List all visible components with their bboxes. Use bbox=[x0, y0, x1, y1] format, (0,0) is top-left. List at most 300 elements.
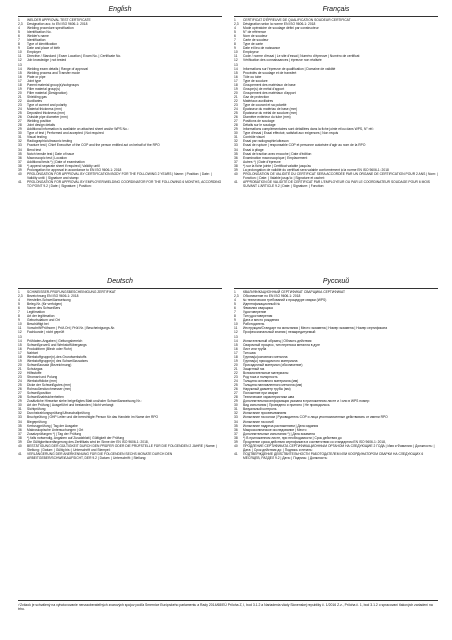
german-column bbox=[18, 278, 222, 460]
item-number: 37 bbox=[234, 431, 238, 436]
item-text: Employer bbox=[27, 50, 41, 55]
item-number: 36 bbox=[234, 427, 238, 432]
item-number: 2,3 bbox=[234, 294, 239, 299]
item-number: 34 bbox=[234, 147, 238, 152]
item-text: Date et lieu de naissance bbox=[243, 46, 281, 51]
item-number: 32 bbox=[18, 411, 22, 416]
item-text: Shielding gas bbox=[27, 94, 47, 99]
item-text: Schweißnahtsicherheiten bbox=[27, 395, 64, 400]
item-number: 8 bbox=[234, 314, 236, 319]
item-number: 6 bbox=[234, 306, 236, 311]
item-text: PROLONGATION FOR APPROVAL BY EMPLOYER/WELDING COORDINATOR FOR THE FOLLOWING 6 MONTHS, ACCORDING TO POINT 9.2 | Date: | Signature: | Position: bbox=[27, 179, 222, 188]
item-text: Filler material group(s) bbox=[27, 86, 60, 91]
item-number: 25 bbox=[234, 111, 238, 116]
item-number: 15 bbox=[234, 342, 238, 347]
german-heading: Deutsch bbox=[107, 278, 133, 285]
item-text: Type de soudure bbox=[243, 78, 268, 83]
item-number: 11 bbox=[18, 54, 22, 59]
item-text: Die Gültigkeitsverlängerung des Zertifikats wird im Sinne der EN ISO 9606-1: 2018, bbox=[27, 439, 149, 444]
item-text: Bend test bbox=[27, 147, 41, 152]
item-number: 16 bbox=[234, 74, 238, 79]
item-text: Испытание на излом | Руководитель COP и лица уполномоченные действовать от имени RPO bbox=[243, 415, 388, 420]
item-text: Обозначение по EN ISO 9606-1: 2018 bbox=[243, 294, 301, 299]
item-text: Groupe(s) de métal d'apport bbox=[243, 86, 285, 91]
item-number: 22 bbox=[18, 98, 22, 103]
item-text: Geburtsdatum und Ort bbox=[27, 318, 60, 323]
item-number: 11 bbox=[18, 326, 22, 331]
item-number: 37 bbox=[234, 159, 238, 164]
item-number: 34 bbox=[18, 419, 22, 424]
item-number: 39 bbox=[234, 439, 238, 444]
item-number: 12 bbox=[18, 58, 22, 63]
item-text: Испытательный образец | Область действия bbox=[243, 338, 312, 343]
item-text: Essai de traction avec encoche | Date d'édition bbox=[243, 151, 312, 156]
item-number: 2,3 bbox=[18, 294, 23, 299]
item-number: 40 bbox=[234, 443, 238, 448]
item-number: 20 bbox=[18, 90, 22, 95]
item-number: 4 bbox=[18, 298, 20, 303]
item-number: 17 bbox=[234, 350, 238, 355]
item-number: 26 bbox=[234, 387, 238, 392]
item-text: ПОДТВЕРЖДЕНИЕ ДЕЙСТВИТЕЛЬНОСТИ РАБОТОДАТЕЛЕМ ИЛИ КООРДИНАТОРОМ СВАРКИ НА СЛЕДУЮЩИХ 6 МЕСЯЦЕВ, РАЗДЕЛ 9.2 | Дата: | Подпись: | Должность: bbox=[243, 451, 424, 460]
item-text: Macroscopic test | Location bbox=[27, 155, 67, 160]
item-text: Sichtprüfung bbox=[27, 407, 46, 412]
item-number: 24 bbox=[234, 107, 238, 112]
item-number: 39 bbox=[18, 167, 22, 172]
german-item-list bbox=[18, 290, 222, 460]
item-text: Дополнительная информация указана в приложенном листе и / или в WPS номер: bbox=[243, 399, 370, 404]
item-text: Radiographic/ultrasonic testing bbox=[27, 139, 73, 144]
item-text: Informations complémentaires sont détaillées dans la fiche jointe et/ou dans WPS, N° réf.: bbox=[243, 127, 375, 132]
item-text: Визуальный контроль bbox=[243, 407, 277, 412]
item-text: Mode opératoire de soudage défini par constructeur bbox=[243, 26, 319, 31]
item-number: 1 bbox=[18, 18, 20, 22]
item-number: 22 bbox=[18, 370, 22, 375]
item-text: CERTIFICAT D'ÉPREUVE DE QUALIFICATION SOUDEUR CERTIFICAT bbox=[243, 18, 351, 22]
item-number: 31 bbox=[18, 135, 22, 140]
item-number: 35 bbox=[234, 423, 238, 428]
item-text: Tôle ou tube bbox=[243, 74, 262, 79]
item-text: Испытание просвечиванием bbox=[243, 411, 287, 416]
english-rule bbox=[18, 16, 222, 17]
item-number: 22 bbox=[234, 370, 238, 375]
item-text: Carte de soudeur bbox=[243, 38, 269, 43]
item-number: 21 bbox=[234, 94, 238, 99]
item-text: Bezeichnung EN ISO 9606-1: 2018 bbox=[27, 294, 79, 299]
item-number: 23 bbox=[234, 102, 238, 107]
item-number: 11 bbox=[234, 54, 238, 59]
item-number: 13 bbox=[234, 334, 238, 339]
item-number: 4 bbox=[18, 26, 20, 31]
item-number: 33 bbox=[18, 415, 22, 420]
item-number: 15 bbox=[234, 70, 238, 75]
item-text: Welding procedure specification bbox=[27, 26, 74, 31]
item-text: Auxiliaries bbox=[27, 98, 43, 103]
item-number: 38 bbox=[234, 435, 238, 440]
item-text: Hilfsstoffe bbox=[27, 370, 42, 375]
item-number: 29 bbox=[234, 399, 238, 404]
item-number: 28 bbox=[18, 395, 22, 400]
item-number: 13 bbox=[18, 62, 22, 67]
item-text: Welding position bbox=[27, 119, 52, 124]
item-number: 33 bbox=[18, 143, 22, 148]
item-number: 10 bbox=[18, 322, 22, 327]
french-rule bbox=[234, 16, 438, 17]
item-text: Schutzgas bbox=[27, 366, 43, 371]
item-number: 31 bbox=[18, 407, 22, 412]
item-text: Vérification des connaissances | épreuve non réalisée bbox=[243, 58, 322, 63]
item-text: Job knowledge | not tested bbox=[27, 58, 67, 63]
item-number: 20 bbox=[234, 90, 238, 95]
item-number: 13 bbox=[18, 334, 22, 339]
item-number: 7 bbox=[18, 38, 20, 43]
item-text: Art der Prüfung | Ausgeführt und bestanden | Nicht verlangt bbox=[27, 403, 114, 408]
list-item bbox=[234, 172, 438, 180]
item-text: Autres *) | Date d'épreuve bbox=[243, 159, 281, 164]
item-text: Zusatzprüfungen *) | Tag der Prüfung bbox=[27, 431, 82, 436]
item-number: 36 bbox=[234, 155, 238, 160]
item-text: Род тока и полярность bbox=[243, 374, 278, 379]
list-item bbox=[234, 444, 438, 452]
item-number: 6 bbox=[18, 34, 20, 39]
item-number: 22 bbox=[234, 98, 238, 103]
item-number: 12 bbox=[234, 330, 238, 335]
item-text: Deposited thickness (mm) bbox=[27, 111, 66, 116]
item-number: 35 bbox=[18, 423, 22, 428]
list-item bbox=[234, 452, 438, 460]
item-text: APPROBATION DE VALIDITÉ DE CERTIFICAT PAR L'EMPLOYEUR OU PAR LE COORDINATEUR SOUDAGE POUR 6 MOIS SUIVANT L'ARTICLE 9.2 | Date: | Signature: | Fonction: bbox=[243, 179, 430, 188]
item-number: 30 bbox=[234, 131, 238, 136]
item-text: PROLONGATION DE VALIDITÉ DU CERTIFICAT SERA ACCORDÉE PAR UN ORGANE DE CERTIFICATION POUR 2 ANS | Nom: | Fonction: | Date: | Valable jusqu'à: | Signature et cachet: bbox=[243, 171, 438, 180]
item-number: 26 bbox=[18, 115, 22, 120]
item-number: 12 bbox=[18, 330, 22, 335]
item-text: Type d'essai | Essai effectué, satisfait aux exigences | Non requis bbox=[243, 131, 339, 136]
item-number: 17 bbox=[234, 78, 238, 83]
item-text: Fracture test | Chief Executive of the COP and the person entitled act on behalf of the RPO bbox=[27, 143, 160, 148]
item-number: 41 bbox=[234, 179, 238, 184]
item-number: 28 bbox=[234, 395, 238, 400]
item-text: Joint design details bbox=[27, 123, 56, 128]
item-number: 29 bbox=[18, 399, 22, 404]
item-number: 8 bbox=[18, 42, 20, 47]
item-text: Contrôle visuel bbox=[243, 135, 265, 140]
item-number: 1 bbox=[18, 290, 20, 294]
item-text: Дополнительные испытания *) | Дата экзамена bbox=[243, 431, 315, 436]
item-text: Вспомогательные материалы bbox=[243, 370, 289, 375]
item-text: Испытание на изгиб bbox=[243, 419, 274, 424]
item-text: Группа(ы)основного металла bbox=[243, 354, 288, 359]
item-number: 4 bbox=[234, 298, 236, 303]
item-number: 33 bbox=[234, 415, 238, 420]
item-number: 10 bbox=[234, 50, 238, 55]
item-text: Employeur bbox=[243, 50, 259, 55]
item-text: WELDER APPROVAL TEST CERTIFICATE bbox=[27, 18, 91, 22]
item-text: Plate or pipe bbox=[27, 74, 46, 79]
item-text: Schweißzusatz (Bezeichnung) bbox=[27, 362, 72, 367]
item-text: Groupement des matériaux de base bbox=[243, 82, 296, 87]
item-text: Nahtart bbox=[27, 350, 38, 355]
item-number: 4 bbox=[234, 26, 236, 31]
item-text: Schweißposition bbox=[27, 391, 52, 396]
item-text: Kerbzugprüfung | Tag der Ausgabe bbox=[27, 423, 78, 428]
item-text: Вид испытания | Проведено и принято | Не проводилось bbox=[243, 403, 330, 408]
item-number: 24 bbox=[234, 379, 238, 384]
item-text: Épaisseur du matériau de base (mm) bbox=[243, 107, 298, 112]
item-number: 37 bbox=[18, 159, 22, 164]
item-text: Name des Schweißers bbox=[27, 306, 61, 311]
list-item bbox=[18, 444, 222, 452]
item-text: Werkstoffdicke (mm) bbox=[27, 379, 58, 384]
item-number: 2,3 bbox=[18, 22, 23, 27]
item-number: 35 bbox=[234, 151, 238, 156]
item-text: Joint type bbox=[27, 78, 42, 83]
item-text: Type of identification bbox=[27, 42, 58, 47]
russian-item-list bbox=[234, 290, 438, 460]
item-text: Удостоверение bbox=[243, 310, 267, 315]
item-text: Identification bbox=[27, 38, 46, 43]
item-text: Макроскопическое исследование | Место bbox=[243, 427, 307, 432]
item-number: 5 bbox=[234, 302, 236, 307]
item-text: Type de carte bbox=[243, 42, 263, 47]
item-text: VERLÄNGERUNG DER ANERKENNUNG FÜR DIE FOLGENDEN SECHS MONATE DURCH DEN ARBEITGEBER/SCHWEIßAUFSICHT, DER 9.2 | Datum: | Unterschrift: | Stellung: bbox=[27, 451, 173, 460]
item-number: 1 bbox=[234, 290, 236, 294]
item-number: 19 bbox=[234, 358, 238, 363]
item-text: Welding exam details | Range of approval bbox=[27, 66, 88, 71]
list-item bbox=[18, 452, 222, 460]
item-number: 21 bbox=[18, 366, 22, 371]
item-number: 21 bbox=[18, 94, 22, 99]
item-text: Prolongation for approval in accordance to EN ISO 9606-1: 2018 bbox=[27, 167, 122, 172]
item-text: Outside pipe diameter (mm) bbox=[27, 115, 68, 120]
french-heading: Français bbox=[322, 6, 350, 13]
item-number: 25 bbox=[18, 383, 22, 388]
item-text: *) sur la fiche jointe | Certificat valable jusqu'au bbox=[243, 163, 312, 168]
item-number: 6 bbox=[234, 34, 236, 39]
item-text: PROLONGATION FOR APPROVAL BY CERTIFICATION BODY FOR THE FOLLOWING 2 YEARS | Name: | Position: | Date: | Validity until: | Signature and stamp: bbox=[27, 171, 212, 180]
item-text: Additional information is available on attached sheet and/or WPS No.: bbox=[27, 127, 129, 132]
item-text: КВАЛИФИКАЦИОННЫЙ СЕРТИФИКАТ СВАРЩИКА СЕРТИФИКАТ bbox=[243, 290, 345, 294]
item-number: 10 bbox=[234, 322, 238, 327]
item-number: 40 bbox=[18, 443, 22, 448]
item-number: 38 bbox=[18, 435, 22, 440]
item-text: Rohraußendurchmesser (mm) bbox=[27, 387, 72, 392]
footnote: ¹⁾Zväzok je schválený na vyhotovovanie nenzaoberateľných zvarových spojov podľa Smernice Európskeho parlamentu a Rady 2014/68/EÚ Príloha Z, I, bod 3.1.2 a Nariadenia vlády Slovenskej republiky č. 1/2016 Z.z., Príloha č. 1, bod 3.1.2 o spracovaní tlakových zariadení na trhu. bbox=[18, 600, 438, 611]
english-heading: English bbox=[108, 6, 132, 13]
item-number: 14 bbox=[18, 338, 22, 343]
item-text: Профессиональный знания | неаккредитуемый bbox=[243, 330, 316, 335]
list-item bbox=[18, 172, 222, 180]
item-text: Welder's name bbox=[27, 34, 49, 39]
item-text: Работодатель bbox=[243, 322, 265, 327]
item-text: № технических требований к процедуре сварки (WPS) bbox=[243, 298, 327, 303]
item-text: Nom de soudeur bbox=[243, 34, 268, 39]
item-text: Material thickness (mm) bbox=[27, 107, 62, 112]
item-number: 16 bbox=[234, 346, 238, 351]
item-text: Procédés de soudage et de transfert bbox=[243, 70, 297, 75]
item-text: Толщина наплавленного металла (мм) bbox=[243, 383, 303, 388]
item-number: 36 bbox=[18, 155, 22, 160]
item-number: 41 bbox=[18, 451, 22, 456]
item-text: Matériaux auxiliaires bbox=[243, 98, 274, 103]
item-number: 29 bbox=[18, 127, 22, 132]
item-number: 26 bbox=[18, 387, 22, 392]
item-text: Hersteller-Schweißanweisung bbox=[27, 298, 71, 303]
item-number: 30 bbox=[18, 403, 22, 408]
item-text: Essai par radiographie/ultrason bbox=[243, 139, 289, 144]
item-number: 27 bbox=[234, 119, 238, 124]
item-text: Защитный газ bbox=[243, 366, 265, 371]
item-text: Épaisseur du métal de soudure (mm) bbox=[243, 111, 298, 116]
item-text: Идентификационный № bbox=[243, 302, 281, 307]
item-number: 19 bbox=[18, 358, 22, 363]
item-number: 19 bbox=[234, 86, 238, 91]
item-text: Legitimation bbox=[27, 310, 45, 315]
item-number: 32 bbox=[18, 139, 22, 144]
item-number: 10 bbox=[18, 50, 22, 55]
item-number: 9 bbox=[18, 318, 20, 323]
item-number: 14 bbox=[234, 66, 238, 71]
item-text: Инструкция/Стандарт на испытания | Место экзамена | Номер экзамена | Номер сертификата bbox=[243, 326, 388, 331]
item-text: Beleg-Nr. (für verfolgen) bbox=[27, 302, 63, 307]
item-number: 34 bbox=[234, 419, 238, 424]
item-number: 13 bbox=[234, 62, 238, 67]
list-item bbox=[18, 180, 222, 188]
item-number: 33 bbox=[234, 143, 238, 148]
item-number: 28 bbox=[18, 123, 22, 128]
english-column bbox=[18, 6, 222, 188]
item-text: *) append separate sheet if required | Validity until bbox=[27, 163, 100, 168]
item-text: Prüfdaten-Angaben | Geltungsbereich bbox=[27, 338, 83, 343]
item-text: Biegeprüfung bbox=[27, 419, 47, 424]
item-number: 1 bbox=[234, 18, 236, 22]
item-number: 38 bbox=[18, 163, 22, 168]
item-text: SCHWEISSER-PRÜFUNGSBESCHEINIGUNG ZERTIFIKAT bbox=[27, 290, 116, 294]
item-text: Zusätzliche Hinweise siehe beigefügtes Blatt und/oder Schweißanweisung Nr.: bbox=[27, 399, 142, 404]
item-text: Продление срока действия сертификата в соответствии со стандартом EN ISO 9606-1: 2018, bbox=[243, 439, 386, 444]
item-text: Наружный диаметр трубы (мм) bbox=[243, 387, 291, 392]
item-number: 27 bbox=[18, 391, 22, 396]
item-number: 28 bbox=[234, 123, 238, 128]
item-text: Diamètre extérieur du tube (mm) bbox=[243, 115, 291, 120]
item-text: Положение при сварке bbox=[243, 391, 279, 396]
item-number: 24 bbox=[18, 107, 22, 112]
item-text: Type of current and polarity bbox=[27, 102, 67, 107]
item-number: 23 bbox=[234, 374, 238, 379]
item-number: 40 bbox=[234, 171, 238, 176]
item-number: 36 bbox=[18, 427, 22, 432]
item-text: Designation acc. to EN ISO 9606-1: 2018 bbox=[27, 22, 88, 27]
item-text: Notch tensile test | Date of issue bbox=[27, 151, 75, 156]
item-number: 26 bbox=[234, 115, 238, 120]
russian-column bbox=[234, 278, 438, 460]
item-text: Désignation selon la norme EN ISO 9606-1: 2018 bbox=[243, 22, 316, 27]
item-number: 20 bbox=[234, 362, 238, 367]
item-number: 14 bbox=[18, 66, 22, 71]
item-number: 40 bbox=[18, 171, 22, 176]
item-text: Dicke der Schweißgutes (mm) bbox=[27, 383, 72, 388]
item-number: 20 bbox=[18, 362, 22, 367]
item-number: 18 bbox=[18, 354, 22, 359]
item-number: 38 bbox=[234, 163, 238, 168]
item-text: Positions de soudage bbox=[243, 119, 275, 124]
russian-heading: Русский bbox=[322, 278, 350, 285]
item-text: Сварочный процесс, тип переноса металла в дуге bbox=[243, 342, 320, 347]
item-number: 23 bbox=[18, 374, 22, 379]
item-text: *) В приложенном листе, при необходимости | Срок действия до bbox=[243, 435, 342, 440]
item-number: 7 bbox=[234, 38, 236, 43]
item-number: 23 bbox=[18, 102, 22, 107]
item-number: 19 bbox=[18, 86, 22, 91]
item-number: 39 bbox=[234, 167, 238, 172]
item-text: Тип шва bbox=[243, 350, 256, 355]
item-number: 37 bbox=[18, 431, 22, 436]
item-number: 16 bbox=[18, 74, 22, 79]
item-text: Присадочный материал (обозначение) bbox=[243, 362, 303, 367]
item-text: Examination macroscopique | Emplacement bbox=[243, 155, 308, 160]
item-text: Parent material group(s)/subgroups bbox=[27, 82, 79, 87]
item-number: 8 bbox=[234, 42, 236, 47]
item-text: Essai de rupture | responsable COP et personne autorisée d'agir au nom de la RPO bbox=[243, 143, 366, 148]
item-number: 31 bbox=[234, 135, 238, 140]
item-number: 8 bbox=[18, 314, 20, 319]
item-text: *) falls notwendig, Angaben auf Zusatzblatt | Gültigkeit der Prüfung bbox=[27, 435, 125, 440]
item-text: Группа(ы) присадочного материала bbox=[243, 358, 298, 363]
item-text: Fachkunde | nicht geprüft bbox=[27, 330, 65, 335]
item-text: Durchstrahlungsprüfung/Ultraschallprüfung bbox=[27, 411, 90, 416]
item-text: Essai à pliage bbox=[243, 147, 264, 152]
item-text: Дата и место рождения bbox=[243, 318, 279, 323]
item-number: 27 bbox=[234, 391, 238, 396]
item-text: Stromart und Polung bbox=[27, 374, 58, 379]
item-number: 5 bbox=[18, 30, 20, 35]
item-text: Type of test | Performed and accepted | Not required bbox=[27, 131, 104, 136]
item-text: Фамилия сварщика bbox=[243, 306, 273, 311]
item-number: 5 bbox=[234, 30, 236, 35]
item-number: 30 bbox=[234, 403, 238, 408]
russian-rule bbox=[234, 288, 438, 289]
item-number: 30 bbox=[18, 131, 22, 136]
item-number: 9 bbox=[234, 46, 236, 51]
item-number: 5 bbox=[18, 302, 20, 307]
item-text: Schweißprozeß und Werkstoffübergangs bbox=[27, 342, 87, 347]
item-number: 25 bbox=[18, 111, 22, 116]
item-number: 15 bbox=[18, 342, 22, 347]
item-number: 29 bbox=[234, 127, 238, 132]
item-number: 18 bbox=[234, 354, 238, 359]
item-text: Additional tests *) | Date of examination bbox=[27, 159, 85, 164]
item-text: Лист или труба bbox=[243, 346, 267, 351]
item-number: 32 bbox=[234, 411, 238, 416]
item-number: 16 bbox=[18, 346, 22, 351]
item-text: Informations sur l'épreuve de qualification | Domaine de validité bbox=[243, 66, 336, 71]
item-text: Art der legitimation bbox=[27, 314, 55, 319]
item-text: Type de courant et sa polarité bbox=[243, 102, 287, 107]
french-column bbox=[234, 6, 438, 188]
item-text: BESTÄTIGUNG DER GÜLTIGKEIT DURCH DEN PRÜFER ODER DIE PRÜFSTELLE FÜR DIE FOLGENDEN 2 JAHRE | Name: | Stellung: | Datum: | Gültig bis: | Unterschrift und Stempel: bbox=[27, 443, 218, 452]
item-number: 9 bbox=[234, 318, 236, 323]
item-number: 11 bbox=[234, 326, 238, 331]
item-number: 18 bbox=[18, 82, 22, 87]
item-number: 15 bbox=[18, 70, 22, 75]
item-number: 21 bbox=[234, 366, 238, 371]
item-text: Испытание надреза растяжением | Дата издания bbox=[243, 423, 319, 428]
item-number: 7 bbox=[234, 310, 236, 315]
german-rule bbox=[18, 288, 222, 289]
item-number: 9 bbox=[18, 46, 20, 51]
item-number: 41 bbox=[18, 179, 22, 184]
list-item bbox=[234, 180, 438, 188]
item-number: 39 bbox=[18, 439, 22, 444]
